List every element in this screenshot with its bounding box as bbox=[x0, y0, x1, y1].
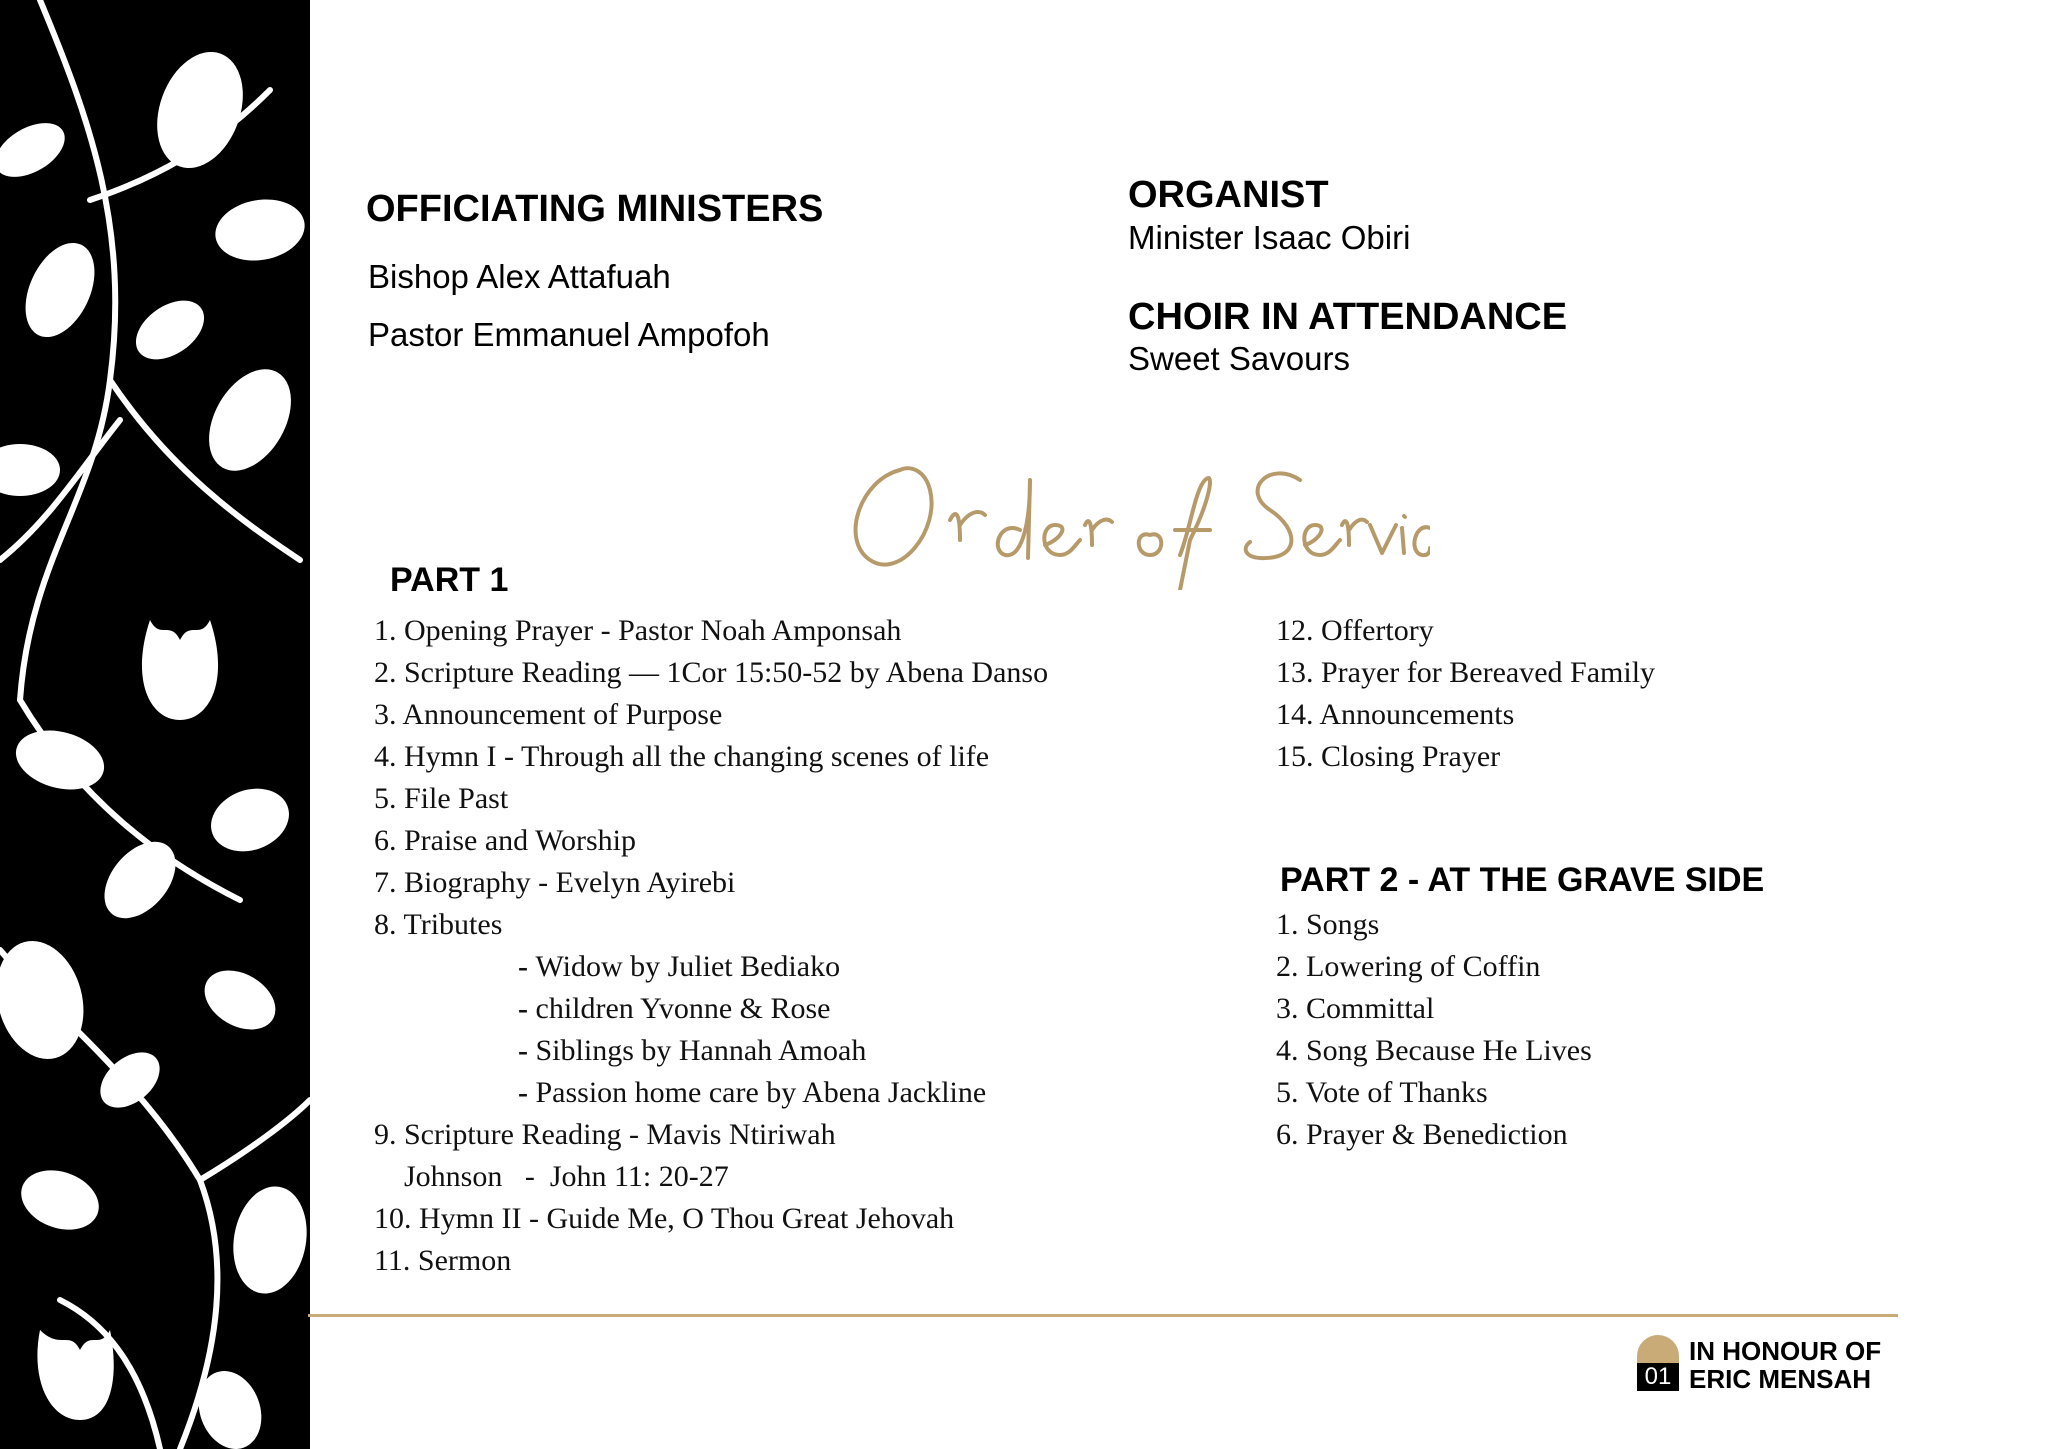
tribute-item: - Widow by Juliet Bediako bbox=[518, 950, 841, 983]
tribute-text: Siblings by Hannah Amoah bbox=[535, 1034, 867, 1067]
minister-name: Pastor Emmanuel Ampofoh bbox=[368, 316, 770, 353]
service-item: 2. Scripture Reading — 1Cor 15:50-52 by Abena Danso bbox=[374, 656, 1049, 689]
service-item: 4. Hymn I - Through all the changing scenes of life bbox=[374, 740, 990, 773]
service-item: 5. File Past bbox=[374, 782, 509, 815]
tribute-item: - Siblings by Hannah Amoah bbox=[518, 1034, 867, 1067]
service-item: 9. Scripture Reading - Mavis Ntiriwah bbox=[374, 1118, 836, 1151]
grave-side-item: 3. Committal bbox=[1276, 992, 1435, 1025]
service-item-continuation: Johnson - John 11: 20-27 bbox=[374, 1160, 729, 1193]
service-item: 13. Prayer for Bereaved Family bbox=[1276, 656, 1656, 689]
service-item: 14. Announcements bbox=[1276, 698, 1515, 731]
tribute-text: Passion home care by Abena Jackline bbox=[535, 1076, 987, 1109]
footer-divider bbox=[308, 1314, 1898, 1317]
part2-heading: PART 2 - AT THE GRAVE SIDE bbox=[1280, 861, 1765, 899]
service-item: 7. Biography - Evelyn Ayirebi bbox=[374, 866, 736, 899]
minister-name: Bishop Alex Attafuah bbox=[368, 258, 671, 295]
service-item: 6. Praise and Worship bbox=[374, 824, 637, 857]
floral-panel bbox=[0, 0, 310, 1449]
grave-side-item: 2. Lowering of Coffin bbox=[1276, 950, 1541, 983]
organist-name: Minister Isaac Obiri bbox=[1128, 219, 1411, 256]
page-number: 01 bbox=[1637, 1363, 1679, 1391]
arch-icon bbox=[1637, 1335, 1679, 1363]
service-item: 3. Announcement of Purpose bbox=[374, 698, 723, 731]
organist-heading: ORGANIST bbox=[1128, 174, 1329, 216]
choir-name: Sweet Savours bbox=[1128, 340, 1350, 377]
grave-side-item: 5. Vote of Thanks bbox=[1276, 1076, 1488, 1109]
order-of-service-title bbox=[830, 440, 1430, 590]
choir-heading: CHOIR IN ATTENDANCE bbox=[1128, 296, 1568, 338]
floral-pattern-image bbox=[0, 0, 310, 1449]
grave-side-item: 4. Song Because He Lives bbox=[1276, 1034, 1592, 1067]
footer-line1: IN HONOUR OF bbox=[1689, 1336, 1882, 1366]
part1-heading: PART 1 bbox=[390, 561, 509, 599]
service-item: 1. Opening Prayer - Pastor Noah Amponsah bbox=[374, 614, 902, 647]
tribute-text: Widow by Juliet Bediako bbox=[535, 950, 841, 983]
officiating-ministers-heading: OFFICIATING MINISTERS bbox=[366, 188, 824, 230]
page-badge bbox=[1637, 1335, 1679, 1391]
tribute-item: - Passion home care by Abena Jackline bbox=[518, 1076, 987, 1109]
service-item: 10. Hymn II - Guide Me, O Thou Great Jehovah bbox=[374, 1202, 955, 1235]
footer-honour bbox=[1637, 1335, 1897, 1395]
grave-side-item: 6. Prayer & Benediction bbox=[1276, 1118, 1568, 1151]
service-item: 8. Tributes bbox=[374, 908, 503, 941]
service-item: 12. Offertory bbox=[1276, 614, 1434, 647]
service-item: 15. Closing Prayer bbox=[1276, 740, 1501, 773]
tribute-text: children Yvonne & Rose bbox=[535, 992, 831, 1025]
tribute-item: - children Yvonne & Rose bbox=[518, 992, 831, 1025]
grave-side-item: 1. Songs bbox=[1276, 908, 1380, 941]
service-item: 11. Sermon bbox=[374, 1244, 512, 1277]
footer-line2: ERIC MENSAH bbox=[1689, 1364, 1872, 1394]
